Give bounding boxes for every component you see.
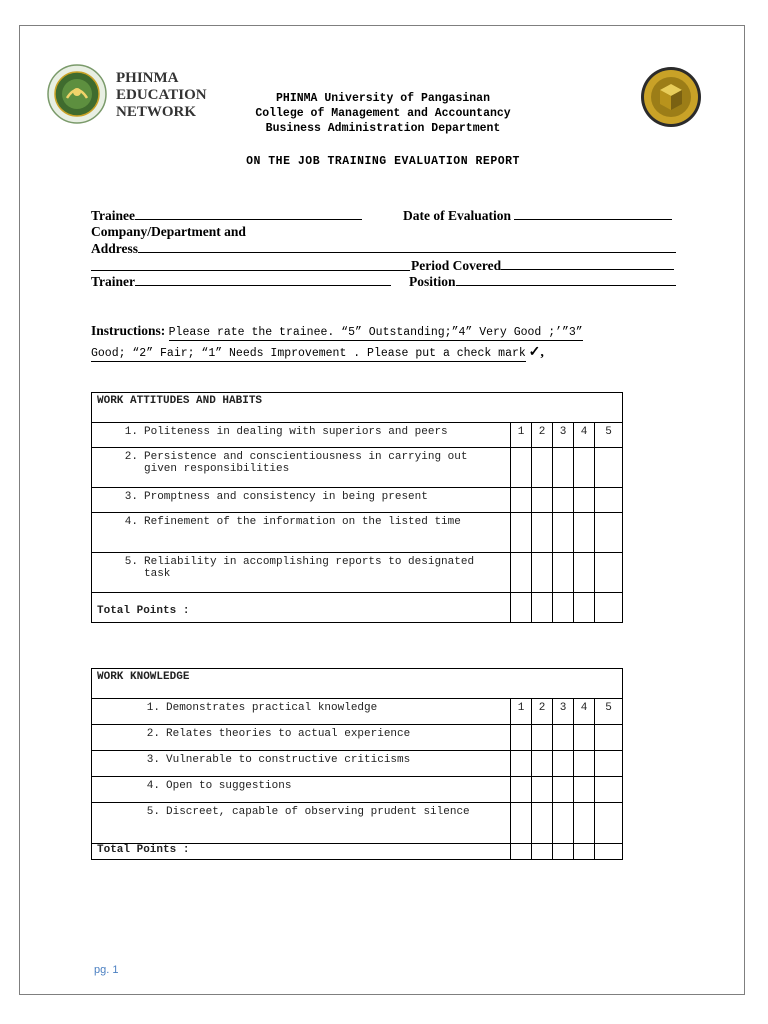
instructions-label: Instructions (91, 323, 161, 338)
trainee-label: Trainee (91, 208, 135, 223)
rating-cell[interactable] (532, 488, 553, 513)
table-row (92, 777, 623, 803)
report-title: ON THE JOB TRAINING EVALUATION REPORT (246, 155, 520, 168)
rating-cell[interactable] (595, 777, 623, 803)
rating-cell[interactable] (574, 448, 595, 488)
total-cell[interactable] (574, 844, 595, 860)
instructions-text: Good; “2” Fair; “1” Needs Improvement . Please put a check mark (91, 347, 526, 360)
university-seal-logo (47, 64, 107, 124)
page-number: pg. 1 (94, 964, 119, 976)
trainer-label: Trainer (91, 274, 135, 289)
rating-cell[interactable] (553, 777, 574, 803)
criterion-cell: 3. Promptness and consistency in being present (92, 488, 511, 513)
position-label: Position (409, 274, 456, 289)
instructions-text: Please rate the trainee. “5” Outstanding;”4” Very Good ;’”3” (168, 326, 583, 339)
rating-cell[interactable] (595, 513, 623, 553)
rating-header-4: 4 (574, 423, 595, 448)
rating-header-1: 1 (511, 699, 532, 725)
check-mark-icon: ✓, (528, 345, 544, 360)
total-cell[interactable] (595, 593, 623, 623)
rating-cell[interactable] (532, 553, 553, 593)
rating-header-5: 5 (595, 699, 623, 725)
table-row (92, 751, 623, 777)
college-seal-logo (640, 66, 702, 128)
network-name-line: NETWORK (116, 104, 197, 120)
period-covered-label: Period Covered (411, 258, 502, 273)
criterion-cell: 2. Relates theories to actual experience (92, 725, 511, 751)
table-row (92, 725, 623, 751)
department-name: Business Administration Department (265, 122, 501, 135)
rating-cell[interactable] (511, 448, 532, 488)
rating-cell[interactable] (595, 803, 623, 844)
rating-cell[interactable] (532, 777, 553, 803)
rating-header-2: 2 (532, 699, 553, 725)
position-field[interactable] (409, 273, 676, 290)
rating-header-2: 2 (532, 423, 553, 448)
rating-cell[interactable] (574, 803, 595, 844)
total-cell[interactable] (511, 844, 532, 860)
rating-cell[interactable] (511, 803, 532, 844)
address-continuation-blank[interactable] (91, 270, 410, 271)
rating-cell[interactable] (553, 553, 574, 593)
rating-cell[interactable] (553, 513, 574, 553)
trainer-field[interactable] (91, 273, 391, 290)
rating-cell[interactable] (574, 725, 595, 751)
work-attitudes-table (91, 392, 623, 623)
criterion-cell: 3. Vulnerable to constructive criticisms (92, 751, 511, 777)
table-row (92, 513, 623, 553)
university-name: PHINMA University of Pangasinan (276, 92, 490, 105)
rating-cell[interactable] (532, 448, 553, 488)
rating-header-1: 1 (511, 423, 532, 448)
network-name-line: EDUCATION (116, 87, 207, 103)
rating-cell[interactable] (511, 553, 532, 593)
rating-cell[interactable] (574, 777, 595, 803)
network-name-line: PHINMA (116, 70, 179, 86)
criterion-cell: 1. Politeness in dealing with superiors and peers (92, 423, 511, 448)
total-points-label: Total Points : (92, 844, 511, 860)
rating-cell[interactable] (595, 488, 623, 513)
table-row (92, 699, 623, 725)
date-of-evaluation-blank[interactable] (514, 207, 672, 220)
rating-cell[interactable] (553, 803, 574, 844)
network-name (116, 70, 207, 121)
rating-cell[interactable] (595, 448, 623, 488)
criterion-cell: 4. Open to suggestions (92, 777, 511, 803)
rating-cell[interactable] (574, 751, 595, 777)
rating-cell[interactable] (532, 803, 553, 844)
total-points-label: Total Points : (92, 593, 511, 623)
criterion-cell: 5. Discreet, capable of observing prudent silence (92, 803, 511, 844)
total-cell[interactable] (553, 844, 574, 860)
table-row (92, 448, 623, 488)
date-of-evaluation-label: Date of Evaluation (403, 208, 511, 223)
instructions-line-2 (91, 344, 544, 361)
period-covered-field[interactable] (411, 257, 674, 274)
rating-cell[interactable] (511, 488, 532, 513)
trainer-blank[interactable] (135, 273, 391, 286)
table-row (92, 553, 623, 593)
instructions-line-1: Instructions: Please rate the trainee. “5” Outstanding;”4” Very Good ;’”3” (91, 323, 583, 339)
rating-cell[interactable] (532, 751, 553, 777)
rating-cell[interactable] (511, 777, 532, 803)
rating-cell[interactable] (574, 513, 595, 553)
rating-cell[interactable] (595, 725, 623, 751)
table-title: WORK KNOWLEDGE (92, 669, 623, 699)
criterion-cell: 2. Persistence and conscientiousness in carrying out given responsibilities (92, 448, 511, 488)
criterion-cell: 5. Reliability in accomplishing reports to designated task (92, 553, 511, 593)
rating-header-3: 3 (553, 699, 574, 725)
criterion-cell: 1. Demonstrates practical knowledge (92, 699, 511, 725)
table-row (92, 488, 623, 513)
address-blank[interactable] (138, 240, 676, 253)
total-cell[interactable] (595, 844, 623, 860)
position-blank[interactable] (456, 273, 676, 286)
trainee-blank[interactable] (135, 207, 362, 220)
table-title: WORK ATTITUDES AND HABITS (92, 393, 623, 423)
address-field[interactable] (91, 240, 676, 257)
rating-cell[interactable] (532, 725, 553, 751)
table-row (92, 593, 623, 623)
rating-cell[interactable] (511, 725, 532, 751)
total-cell[interactable] (553, 593, 574, 623)
trainee-field[interactable] (91, 207, 362, 224)
table-row (92, 844, 623, 860)
rating-cell[interactable] (574, 553, 595, 593)
table-row (92, 803, 623, 844)
date-of-evaluation-field[interactable] (403, 207, 672, 224)
rating-cell[interactable] (595, 553, 623, 593)
address-label: Address (91, 241, 139, 256)
rating-cell[interactable] (511, 513, 532, 553)
total-cell[interactable] (532, 593, 553, 623)
work-knowledge-table (91, 668, 623, 860)
rating-header-5: 5 (595, 423, 623, 448)
rating-cell[interactable] (574, 488, 595, 513)
period-covered-blank[interactable] (501, 257, 674, 270)
college-name: College of Management and Accountancy (255, 107, 511, 120)
rating-cell[interactable] (553, 448, 574, 488)
rating-cell[interactable] (532, 513, 553, 553)
rating-cell[interactable] (595, 751, 623, 777)
total-cell[interactable] (574, 593, 595, 623)
total-cell[interactable] (532, 844, 553, 860)
company-department-label: Company/Department and (91, 224, 246, 239)
criterion-cell: 4. Refinement of the information on the listed time (92, 513, 511, 553)
document-page (19, 25, 745, 995)
rating-header-3: 3 (553, 423, 574, 448)
rating-cell[interactable] (553, 725, 574, 751)
rating-cell[interactable] (553, 488, 574, 513)
rating-cell[interactable] (511, 751, 532, 777)
rating-header-4: 4 (574, 699, 595, 725)
table-row (92, 423, 623, 448)
rating-cell[interactable] (553, 751, 574, 777)
total-cell[interactable] (511, 593, 532, 623)
